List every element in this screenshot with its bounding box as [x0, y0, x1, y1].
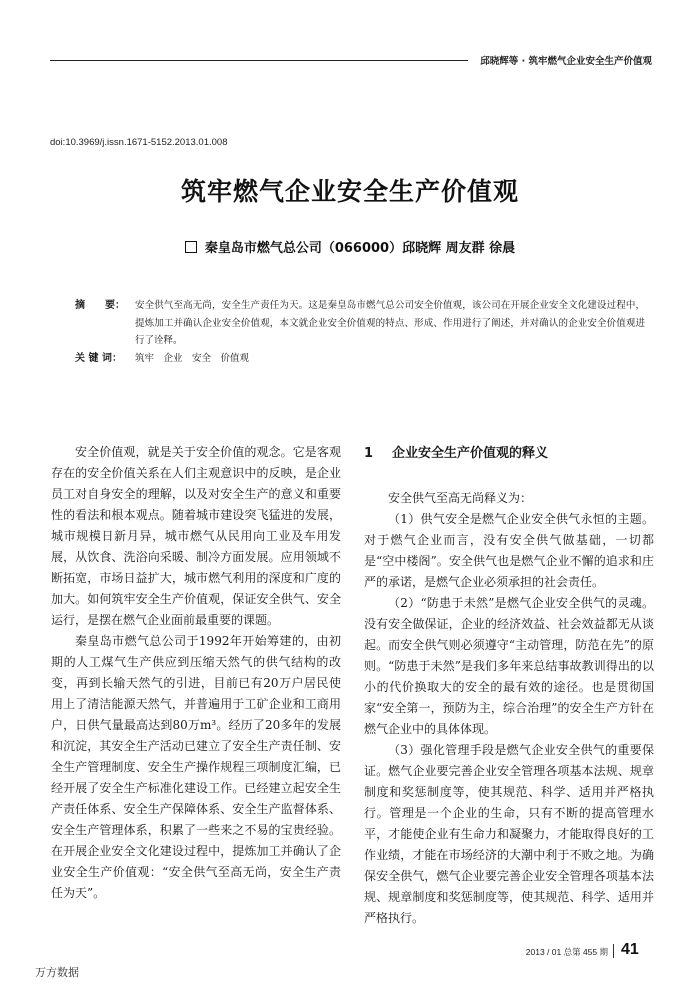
authors: 秦皇岛市燃气总公司（066000）邱晓辉 周友群 徐晨 [204, 241, 516, 256]
section-number: 1 [364, 446, 374, 461]
abstract-block [75, 297, 645, 367]
article-title: 筑牢燃气企业安全生产价值观 [180, 177, 519, 206]
authors-line [0, 237, 700, 256]
paragraph: 安全供气至高无尚释义为： [388, 491, 533, 505]
abstract-text: 安全供气至高无尚，安全生产责任为天。这是秦皇岛市燃气总公司安全价值观，该公司在开展企业安全文化建设过程中，提炼加工并确认企业安全价值观，本文就企业安全价值观的特点、形成、作用进行了阐述，并对确认的企业安全价值观进行了诠释。 [135, 300, 645, 347]
watermark: 万方数据 [35, 966, 79, 979]
page-number: 41 [621, 941, 639, 958]
abstract-row [75, 297, 645, 350]
body-column-right [364, 442, 654, 929]
body-column-left [51, 442, 341, 904]
paragraph: 秦皇岛市燃气总公司于1992年开始筹建的，由初期的人工煤气生产供应到压缩天然气的供气结构的改变，再到长输天然气的引进，目前已有20万户居民使用上了清洁能源天然气，并普遍用于工矿企业和工商用户，日供气量最高达到80万m³。经历了20多年的发展和沉淀，其安全生产活动已建立了安全生产责任制、安全生产管理制度、安全生产操作规程三项制度汇编，已经开展了安全生产标准化建设工作。已经建立起安全生产责任体系、安全生产保障体系、安全生产监督体系、安全生产管理体系，积累了一些来之不易的宝贵经验。在开展企业安全文化建设过程中，提炼加工并确认了企业安全生产价值观：“安全供气至高无尚，安全生产责任为天”。 [51, 634, 341, 900]
section-heading [364, 443, 654, 464]
paragraph: （1）供气安全是燃气企业安全供气永恒的主题。对于燃气企业而言，没有安全供气做基础，一切都是“空中楼阁”。安全供气也是燃气企业不懈的追求和庄严的承诺，是燃气企业必须承担的社会责任。 [364, 512, 654, 589]
paragraph: 安全价值观，就是关于安全价值的观念。它是客观存在的安全价值关系在人们主观意识中的反映，是企业员工对自身安全的理解，以及对安全生产的意义和重要性的看法和根本观点。随着城市建设突飞猛进的发展，城市规模日新月异，城市燃气从民用向工业及车用发展，从饮食、洗浴向采暖、制冷方面发展。应用领域不断拓宽，市场日益扩大，城市燃气利用的深度和广度的加大。如何筑牢安全生产价值观，保证安全供气、安全运行，是摆在燃气企业面前最重要的课题。 [51, 445, 341, 627]
header-rule [50, 60, 468, 61]
section-title: 企业安全生产价值观的释义 [392, 446, 549, 461]
running-title: 邱晓辉等 · 筑牢燃气企业安全生产价值观 [480, 56, 652, 67]
paragraph: （3）强化管理手段是燃气企业安全供气的重要保证。燃气企业要完善企业安全管理各项基本法规、规章制度和奖惩制度等，使其规范、科学、适用并严格执行。管理是一个企业的生命，只有不断的提高管理水平，才能使企业有生命力和凝聚力，才能取得良好的工作业绩，才能在市场经济的大潮中利于不败之地。为确保安全供气，燃气企业要完善企业安全管理各项基本法规、规章制度和奖惩制度等，使其规范、科学、适用并严格执行。 [364, 743, 654, 925]
issue-info: 2013 / 01 总第 455 期 [525, 947, 608, 957]
abstract-label: 摘 要： [75, 300, 125, 311]
doi: doi:10.3969/j.issn.1671-5152.2013.01.008 [50, 137, 228, 148]
square-bullet-icon [185, 241, 197, 253]
keywords-text: 筑牢 企业 安全 价值观 [135, 352, 250, 364]
keywords-row [75, 350, 645, 368]
footer-divider [613, 944, 614, 958]
paragraph: （2）“防患于未然”是燃气企业安全供气的灵魂。没有安全做保证，企业的经济效益、社会效益都无从谈起。而安全供气则必须遵守“主动管理，防范在先”的原则。“防患于未然”是我们多年来总结事故教训得出的以小的代价换取大的安全的最有效的途径。也是贯彻国家“安全第一，预防为主，综合治理”的安全生产方针在燃气企业中的具体体现。 [364, 596, 654, 736]
keywords-label: 关 键 词： [75, 352, 122, 364]
